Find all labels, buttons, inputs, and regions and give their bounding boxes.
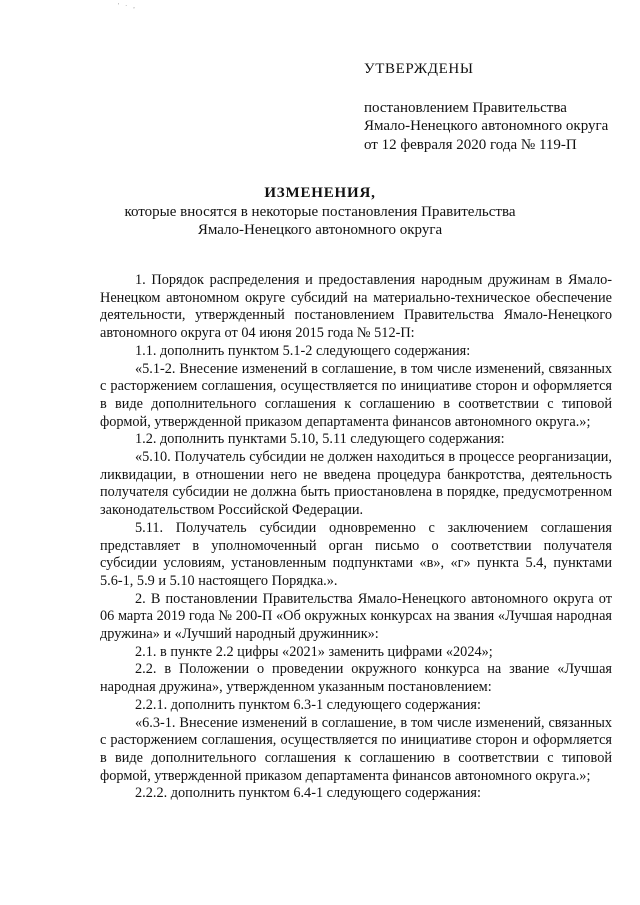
document-body (100, 272, 612, 803)
approval-line: постановлением Правительства (364, 99, 567, 116)
scan-artifact: ' · , (118, 2, 137, 10)
title-subtitle: Ямало-Ненецкого автономного округа (197, 222, 443, 238)
paragraph: 5.11. Получатель субсидии одновременно с заключением соглашения представляет в уполномоченный орган письмо о соответствии получателя субсидии условиям, установленным подпунктами «в», «г» пункта 5.4, пунктами 5.6-1, 5.9 и 5.10 настоящего Порядка.». (100, 519, 612, 589)
title-main: ИЗМЕНЕНИЯ, (264, 185, 376, 201)
paragraph: 1.1. дополнить пунктом 5.1-2 следующего содержания: (135, 342, 471, 359)
paragraph: 2.2.1. дополнить пунктом 6.3-1 следующего содержания: (135, 696, 481, 713)
paragraph: «6.3-1. Внесение изменений в соглашение, в том числе изменений, связанных с расторжением соглашения, осуществляется по инициативе сторон и оформляется в виде дополнительного соглашения к соглашению в соответствии с типовой формой, утвержденной приказом департамента финансов автономного округа.»; (100, 714, 612, 784)
paragraph: «5.1-2. Внесение изменений в соглашение, в том числе изменений, связанных с расторжением соглашения, осуществляется по инициативе сторон и оформляется в виде дополнительного соглашения к соглашению в соответствии с типовой формой, утвержденной приказом департамента финансов автономного округа.»; (100, 360, 612, 430)
title-subtitle: которые вносятся в некоторые постановления Правительства (124, 204, 516, 220)
paragraph: 2.1. в пункте 2.2 цифры «2021» заменить цифрами «2024»; (135, 643, 493, 660)
approval-line: от 12 февраля 2020 года № 119-П (364, 136, 577, 153)
paragraph: 2. В постановлении Правительства Ямало-Ненецкого автономного округа от 06 марта 2019 года № 200-П «Об окружных конкурсах на звания «Лучшая народная дружина» и «Лучший народный дружинник»: (100, 590, 612, 643)
document-title (0, 184, 640, 239)
paragraph: «5.10. Получатель субсидии не должен находиться в процессе реорганизации, ликвидации, в отношении него не введена процедура банкротства, деятельность получателя субсидии не должна быть приостановлена в порядке, предусмотренном законодательством Российской Федерации. (100, 449, 612, 519)
approval-line: Ямало-Ненецкого автономного округа (364, 118, 609, 134)
approval-heading: УТВЕРЖДЕНЫ (364, 61, 474, 77)
paragraph: 1. Порядок распределения и предоставления народным дружинам в Ямало-Ненецком автономном округе субсидий на материально-техническое обеспечение деятельности, утвержденный постановлением Правительства Ямало-Ненецкого автономного округа от 04 июня 2015 года № 512-П: (100, 272, 612, 342)
paragraph: 1.2. дополнить пунктами 5.10, 5.11 следующего содержания: (135, 431, 505, 448)
paragraph: 2.2.2. дополнить пунктом 6.4-1 следующего содержания: (135, 785, 481, 802)
approval-block (364, 60, 608, 154)
paragraph: 2.2. в Положении о проведении окружного конкурса на звание «Лучшая народная дружина», утвержденном указанным постановлением: (100, 661, 612, 696)
